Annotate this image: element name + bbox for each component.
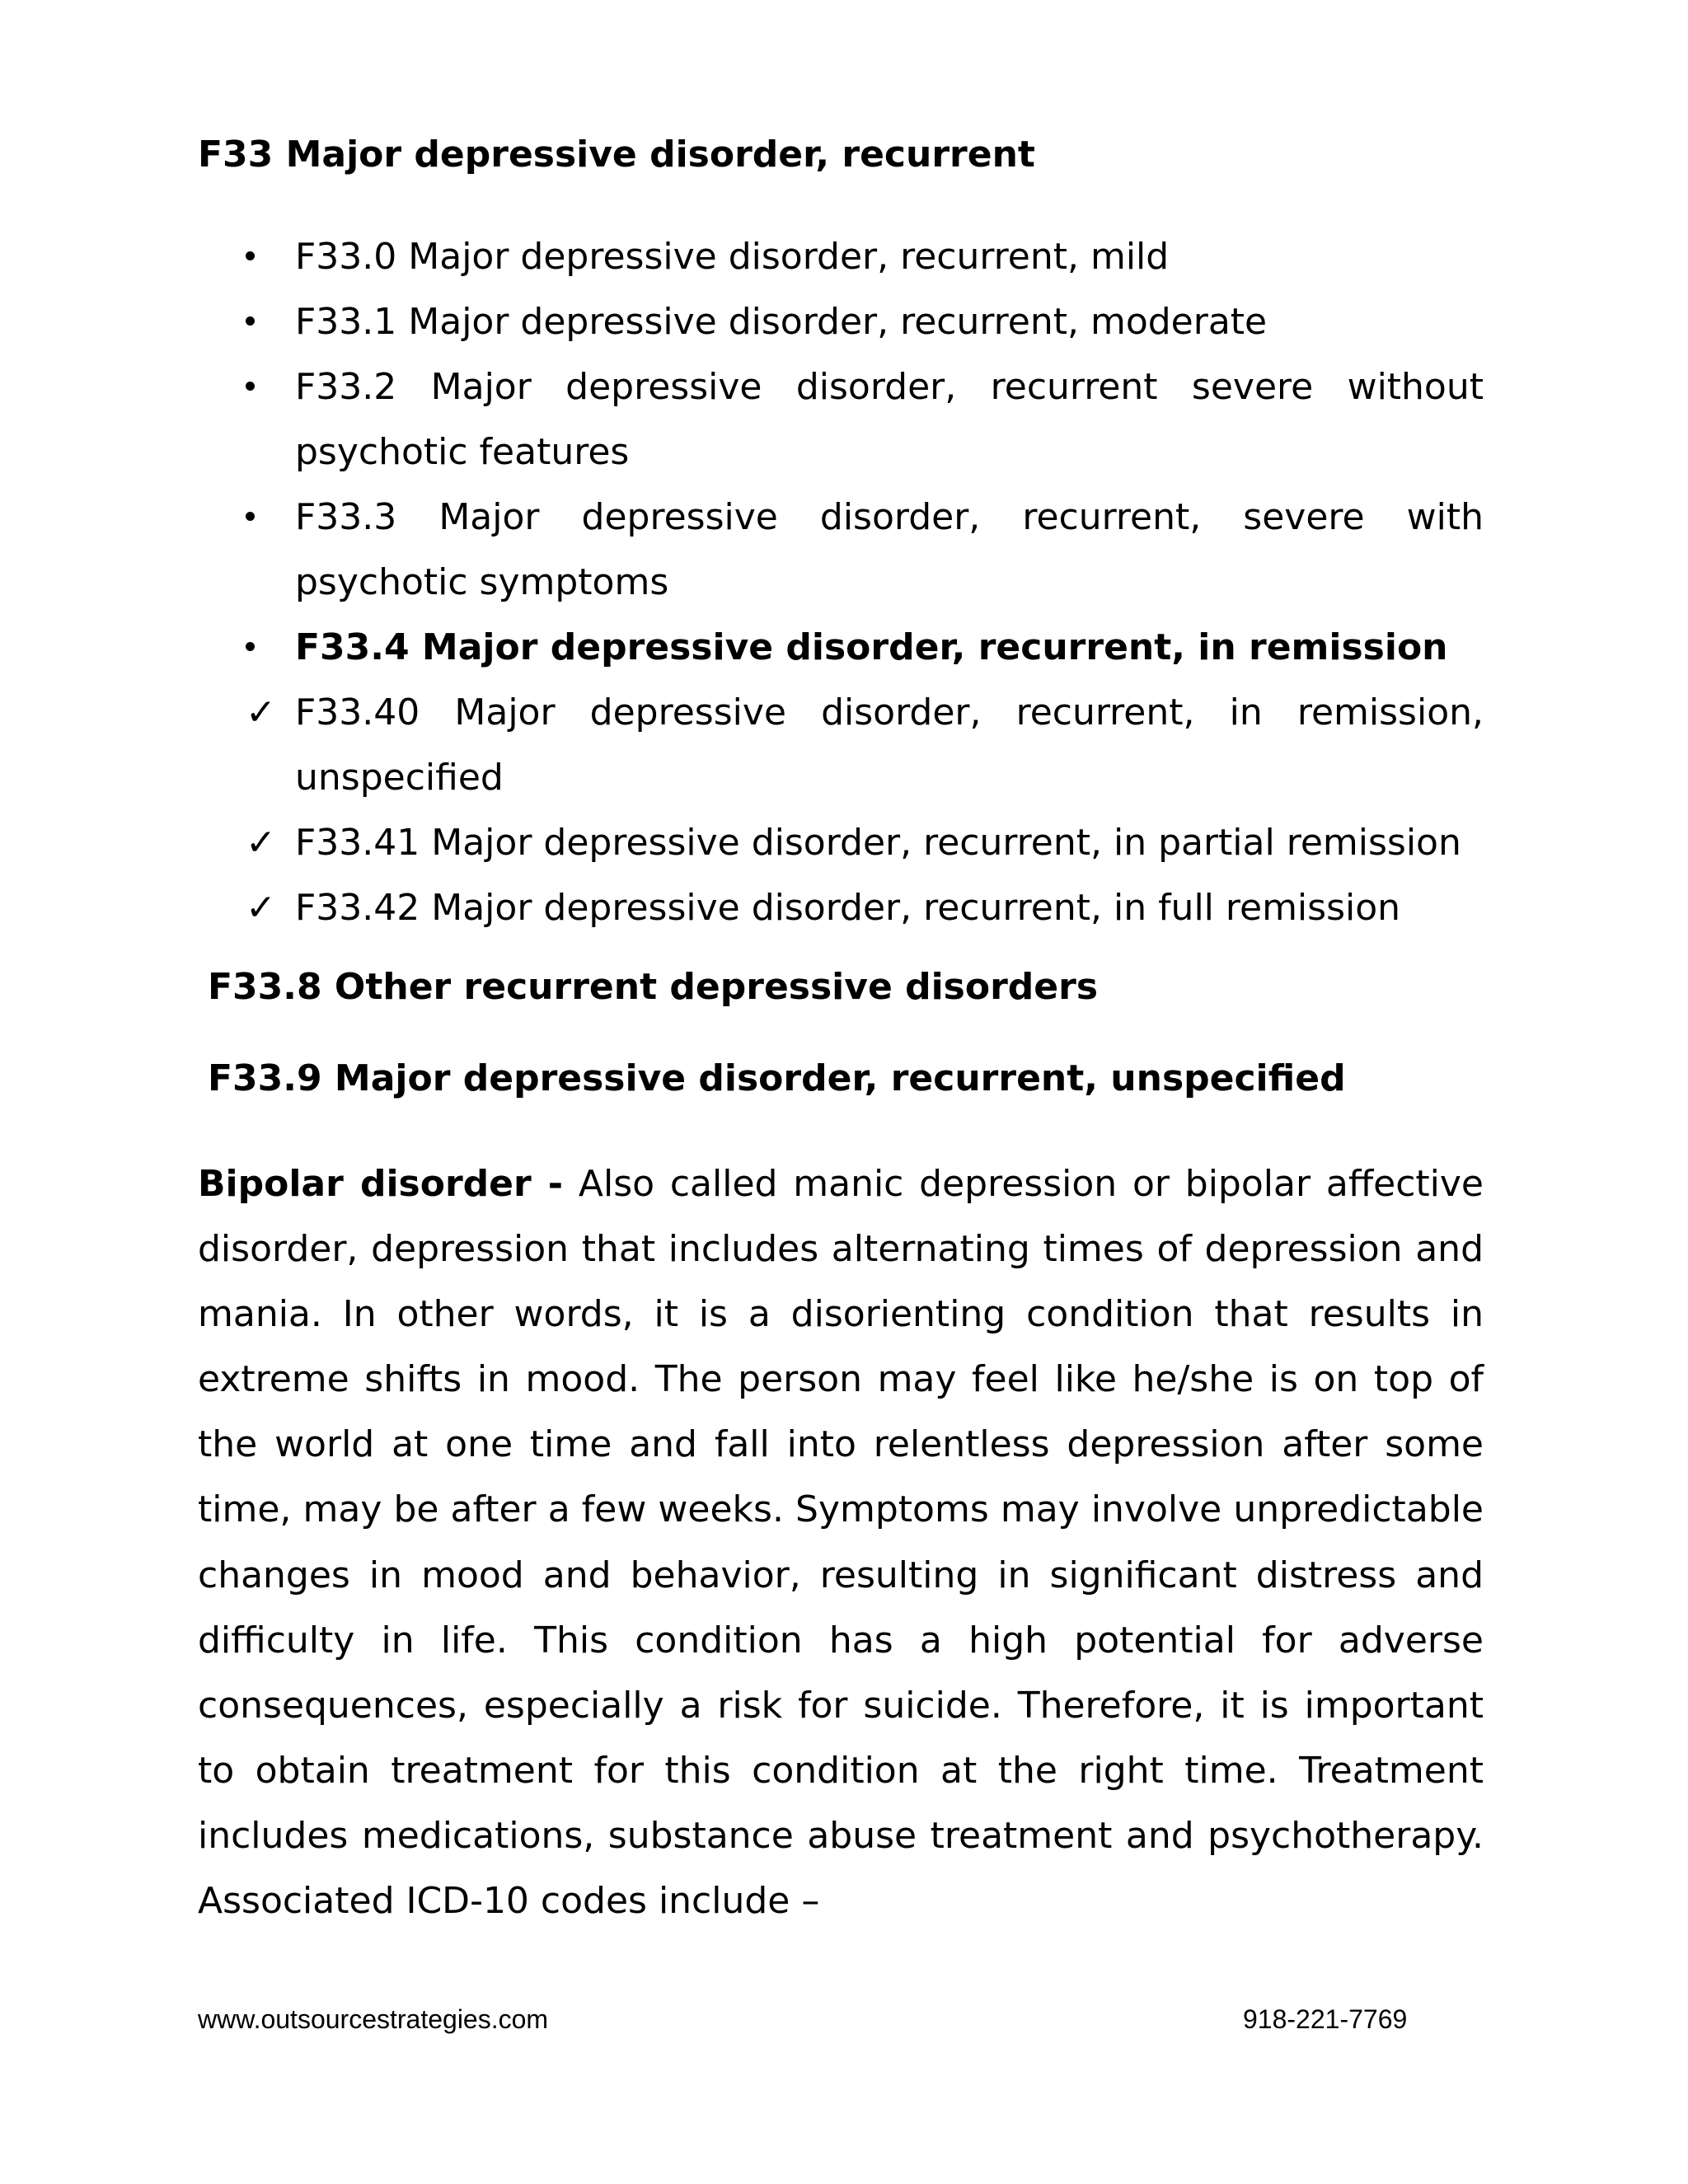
list-item-text: F33.40 Major depressive disorder, recurrent, in remission, unspecified	[295, 691, 1484, 799]
section-heading-f338: F33.8 Other recurrent depressive disorders	[208, 966, 1099, 1008]
footer-phone: 918-221-7769	[1243, 2004, 1408, 2034]
bipolar-paragraph	[198, 1151, 1484, 1933]
list-item-text: F33.1 Major depressive disorder, recurrent, moderate	[295, 301, 1268, 343]
list-item	[246, 680, 1484, 810]
list-item-text: F33.3 Major depressive disorder, recurrent, severe with psychotic symptoms	[295, 496, 1484, 603]
bullet-icon	[246, 485, 279, 550]
list-item	[295, 289, 1484, 354]
footer-website: www.outsourcestrategies.com	[198, 2004, 549, 2034]
list-item-text: F33.4 Major depressive disorder, recurrent, in remission	[295, 626, 1448, 668]
list-item-text: F33.2 Major depressive disorder, recurrent severe without psychotic features	[295, 366, 1484, 473]
list-item	[246, 875, 1484, 940]
checkmark-icon: ✓	[246, 822, 276, 864]
list-item	[246, 810, 1484, 875]
list-item-text: F33.41 Major depressive disorder, recurrent, in partial remission	[295, 822, 1461, 864]
section-heading-f33: F33 Major depressive disorder, recurrent	[198, 134, 1035, 176]
list-item-text: F33.42 Major depressive disorder, recurrent, in full remission	[295, 887, 1401, 929]
list-item	[295, 224, 1484, 289]
bullet-icon	[246, 354, 279, 419]
section-heading-f339: F33.9 Major depressive disorder, recurrent, unspecified	[208, 1057, 1346, 1099]
bullet-icon	[246, 224, 279, 289]
paragraph-lead: Bipolar disorder -	[198, 1163, 564, 1205]
list-item	[295, 354, 1484, 485]
paragraph-body: Also called manic depression or bipolar affective disorder, depression that includes alternating times of depression and mania. In other words, it is a disorienting condition that results in extreme shifts in mood. The person may feel like he/she is on top of the world at one time and fall into relentless depression after some time, may be after a few weeks. Symptoms may involve unpredictable changes in mood and behavior, resulting in significant distress and difficulty in life. This condition has a high potential for adverse consequences, especially a risk for suicide. Therefore, it is important to obtain treatment for this condition at the right time. Treatment includes medications, substance abuse treatment and psychotherapy. Associated ICD-10 codes include –	[198, 1163, 1484, 1923]
bullet-icon	[246, 289, 279, 354]
checkmark-icon: ✓	[246, 887, 276, 929]
list-item-text: F33.0 Major depressive disorder, recurrent, mild	[295, 236, 1170, 278]
list-item	[295, 615, 1484, 680]
list-item	[295, 485, 1484, 615]
bullet-icon	[246, 615, 279, 680]
checkmark-icon: ✓	[246, 691, 276, 733]
code-list	[246, 224, 1484, 940]
